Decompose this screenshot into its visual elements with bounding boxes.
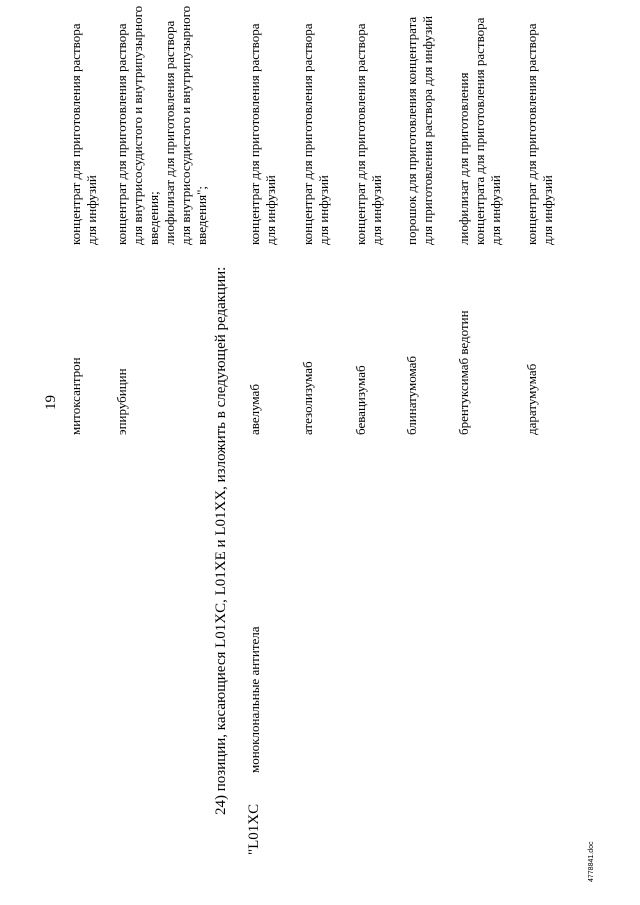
rotated-document-page: 19 митоксантрон концентрат для приготовления раствора для инфузий эпирубицин концентрат для приготовления раствора для внутрисосудистого и внутрипузырного введения; лиофилизат для приготовления раствора для внутрисосудистого и внутрипузырного введения"; 24) позиции, касающиеся L01XC, L01XE и L01XX, изложить в следующей редакции: "L01XC моноклональные антитела авелумаб концентрат для приготовления раствора для инфузий атезолизумаб концентрат для приготовления раствора для инфузий бевацизумаб концентрат для приготовления раствора для инфузий блинатумомаб порошок для приготовления концентрата для приготовления раствора для инфузий брентуксимаб ведотин лиофилизат для приготовления концентрата для приготовления раствора для инфузий даратумумаб концентрат для приготовления раствора для инфузий	[43, 5, 555, 855]
drug-name-brentuximab-vedotin: брентуксимаб ведотин	[456, 310, 471, 435]
drug-name-mitoxantrone: митоксантрон	[68, 357, 83, 435]
atc-code: "L01XC	[246, 803, 262, 855]
drug-name-bevacizumab: бевацизумаб	[353, 365, 368, 435]
document-filename: 4778841.doc	[588, 841, 595, 882]
drug-name-epirubicin: эпирубицин	[114, 368, 129, 435]
drug-name-avelumab: авелумаб	[247, 384, 262, 435]
atc-group-name: моноклональные антитела	[247, 626, 262, 773]
drug-name-daratumumab: даратумумаб	[524, 363, 539, 435]
page-number: 19	[43, 395, 59, 410]
drug-name-blinatumomab: блинатумомаб	[404, 356, 419, 435]
drug-name-atezolizumab: атезолизумаб	[300, 361, 315, 435]
amendment-intro: 24) позиции, касающиеся L01XC, L01XE и L01XX, изложить в следующей редакции:	[213, 266, 229, 815]
